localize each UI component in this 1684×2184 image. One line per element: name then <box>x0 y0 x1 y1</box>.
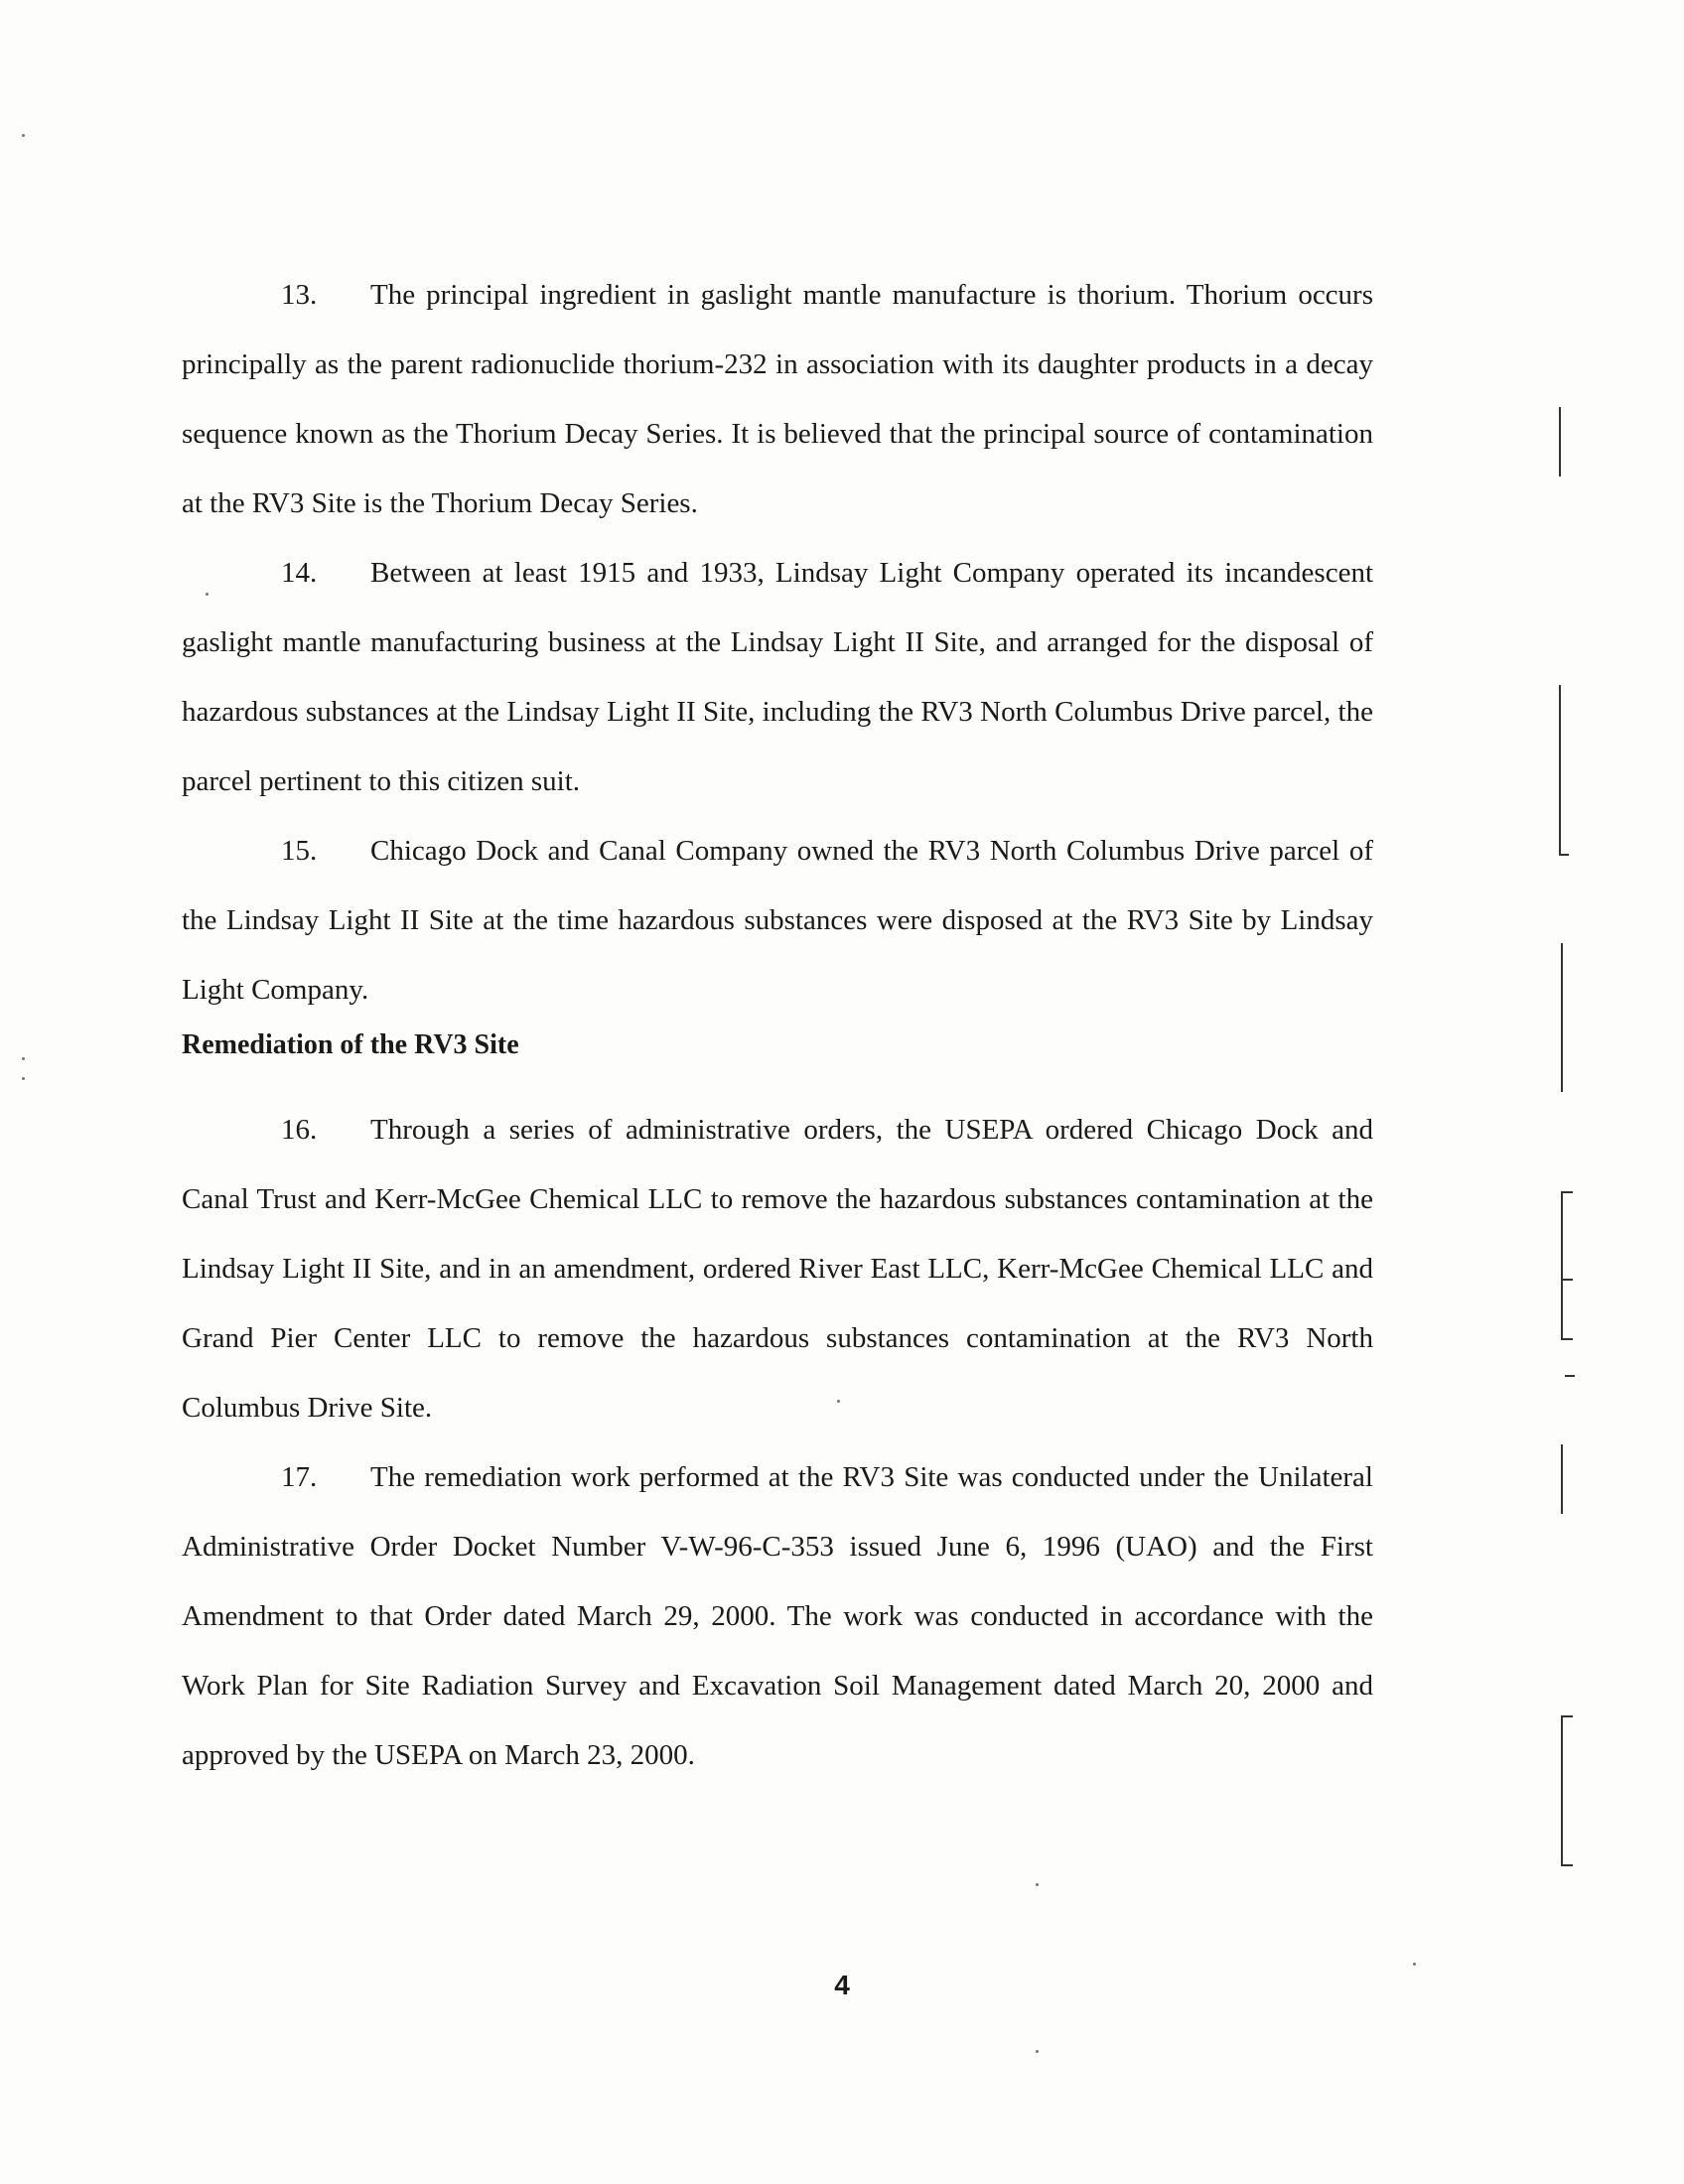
paragraph-17 <box>182 1442 1373 1790</box>
paragraph-16 <box>182 1095 1373 1442</box>
scan-mark <box>1561 1715 1573 1717</box>
paragraph-text: The principal ingredient in gaslight mantle manufacture is thorium. Thorium occurs principally as the parent radionuclide thorium-232 in association with its daughter products in a decay sequence known as the Thorium Decay Series. It is believed that the principal source of contamination at the RV3 Site is the Thorium Decay Series. <box>182 279 1373 519</box>
scan-margin-marks <box>1559 387 1599 1926</box>
scan-mark <box>1561 943 1563 1092</box>
paragraph-14 <box>182 538 1373 816</box>
scan-speck <box>22 134 25 137</box>
section-heading: Remediation of the RV3 Site <box>182 1029 519 1060</box>
scan-speck <box>1036 2050 1039 2053</box>
scan-mark <box>1561 1444 1563 1514</box>
paragraph-number: 14. <box>281 557 318 589</box>
paragraph-15 <box>182 816 1373 1024</box>
scan-speck <box>1413 1963 1416 1966</box>
page-number: 4 <box>834 1970 850 2000</box>
scan-mark <box>1561 1864 1573 1866</box>
scan-mark <box>1565 1375 1575 1377</box>
paragraph-text: Chicago Dock and Canal Company owned the RV3 North Columbus Drive parcel of the Lindsay Light II Site at the time hazardous substances were disposed at the RV3 Site by Lindsay Light Company. <box>182 835 1373 1006</box>
scan-mark <box>1559 854 1569 856</box>
scan-speck <box>1036 1883 1039 1886</box>
scan-mark <box>1561 1338 1573 1340</box>
scan-mark <box>1561 1191 1563 1340</box>
paragraph-number: 15. <box>281 835 318 867</box>
paragraph-text: Between at least 1915 and 1933, Lindsay Light Company operated its incandescent gaslight mantle manufacturing business at the Lindsay Light II Site, and arranged for the disposal of hazardous substances at the Lindsay Light II Site, including the RV3 North Columbus Drive parcel, the parcel pertinent to this citizen suit. <box>182 557 1373 797</box>
scan-speck <box>206 593 209 596</box>
paragraph-text: The remediation work performed at the RV3 Site was conducted under the Unilateral Administrative Order Docket Number V-W-96-C-353 issued June 6, 1996 (UAO) and the First Amendment to that Order dated March 29, 2000. The work was conducted in accordance with the Work Plan for Site Radiation Survey and Excavation Soil Management dated March 20, 2000 and approved by the USEPA on March 23, 2000. <box>182 1461 1373 1771</box>
paragraph-number: 16. <box>281 1114 318 1146</box>
scan-mark <box>1561 1715 1563 1864</box>
scan-mark <box>1561 1191 1573 1193</box>
scan-speck <box>837 1400 840 1403</box>
scan-mark <box>1559 685 1561 854</box>
scan-speck <box>22 1057 25 1060</box>
paragraph-number: 17. <box>281 1461 318 1493</box>
paragraph-13 <box>182 260 1373 538</box>
scan-speck <box>22 1077 25 1080</box>
paragraph-number: 13. <box>281 279 318 311</box>
paragraph-text: Through a series of administrative orders, the USEPA ordered Chicago Dock and Canal Trust and Kerr-McGee Chemical LLC to remove the hazardous substances contamination at the Lindsay Light II Site, and in an amendment, ordered River East LLC, Kerr-McGee Chemical LLC and Grand Pier Center LLC to remove the hazardous substances contamination at the RV3 North Columbus Drive Site. <box>182 1114 1373 1424</box>
scan-mark <box>1561 1279 1573 1281</box>
scan-mark <box>1559 407 1561 477</box>
